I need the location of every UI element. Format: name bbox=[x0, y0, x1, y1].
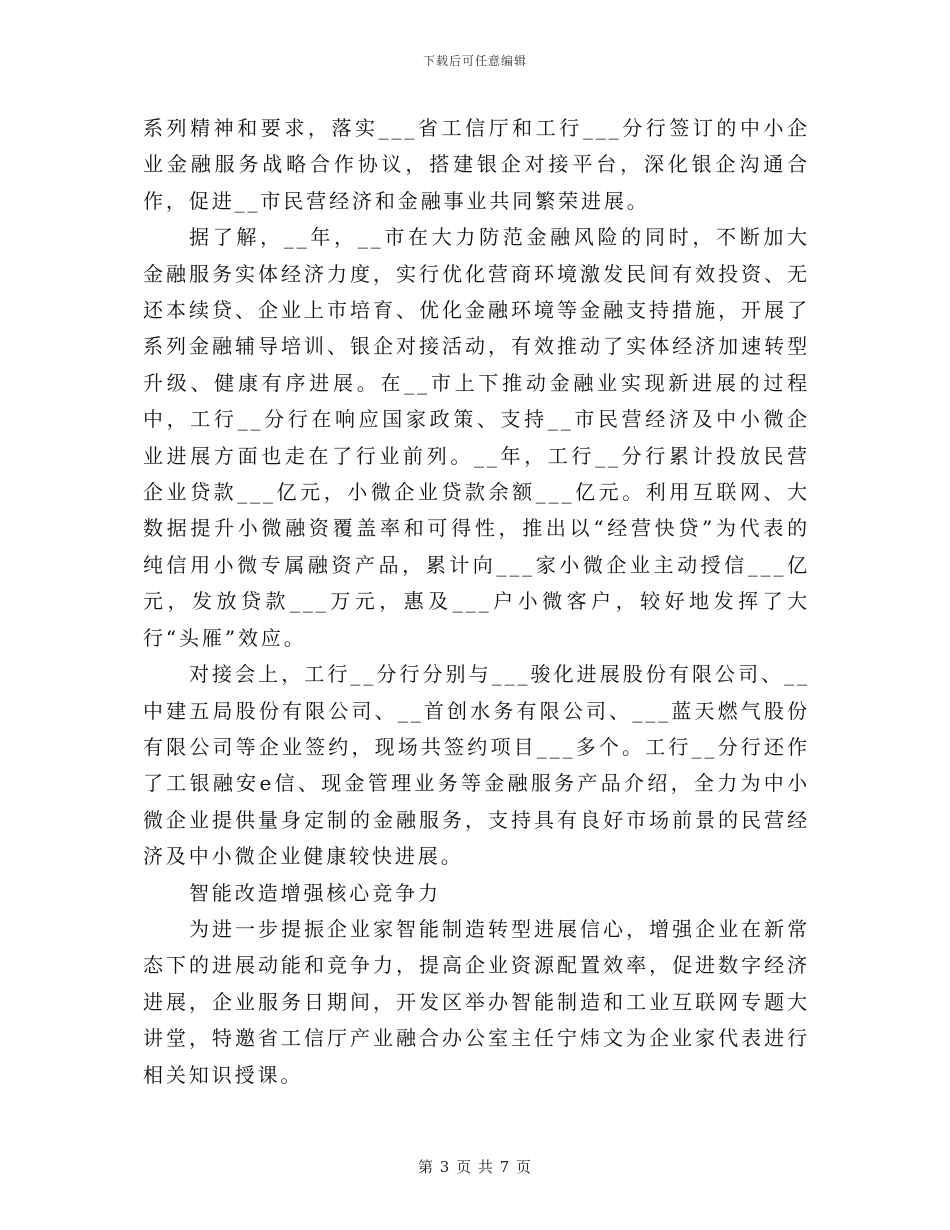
section-heading: 智能改造增强核心竞争力 bbox=[189, 880, 441, 905]
document-body bbox=[143, 110, 810, 1093]
page-header: 下载后可任意编辑 bbox=[422, 54, 527, 68]
paragraph-overview: 据了解，__年，__市在大力防范金融风险的同时，不断加大金融服务实体经济力度，实行优化营商环境激发民间有效投资、无还本续贷、企业上市培育、优化金融环境等金融支持措施，开展了系列金融辅导培训、银企对接活动，有效推动了实体经济加速转型升级、健康有序进展。在__市上下推动金融业实现新进展的过程中，工行__分行在响应国家政策、支持__市民营经济及中小微企业进展方面也走在了行业前列。__年，工行__分行累计投放民营企业贷款___亿元，小微企业贷款余额___亿元。利用互联网、大数据提升小微融资覆盖率和可得性，推出以“经营快贷”为代表的纯信用小微专属融资产品，累计向___家小微企业主动授信___亿元，发放贷款___万元，惠及___户小微客户，较好地发挥了大行“头雁”效应。 bbox=[143, 225, 810, 650]
paragraph-signing: 对接会上，工行__分行分别与___骏化进展股份有限公司、__中建五局股份有限公司、__首创水务有限公司、___蓝天燃气股份有限公司等企业签约，现场共签约项目___多个。工行__分行还作了工银融安e信、现金管理业务等金融服务产品介绍，全力为中小微企业提供量身定制的金融服务，支持具有良好市场前景的民营经济及中小微企业健康较快进展。 bbox=[143, 662, 810, 869]
paragraph-continuation: 系列精神和要求，落实___省工信厅和工行___分行签订的中小企业金融服务战略合作协议，搭建银企对接平台，深化银企沟通合作，促进__市民营经济和金融事业共同繁荣进展。 bbox=[143, 116, 810, 213]
page-number: 第 3 页 共 7 页 bbox=[418, 1158, 532, 1176]
paragraph-smart-manufacturing: 为进一步提振企业家智能制造转型进展信心，增强企业在新常态下的进展动能和竞争力，提高企业资源配置效率，促进数字经济进展，企业服务日期间，开发区举办智能制造和工业互联网专题大讲堂，特邀省工信厅产业融合办公室主任宁炜文为企业家代表进行相关知识授课。 bbox=[143, 916, 810, 1087]
